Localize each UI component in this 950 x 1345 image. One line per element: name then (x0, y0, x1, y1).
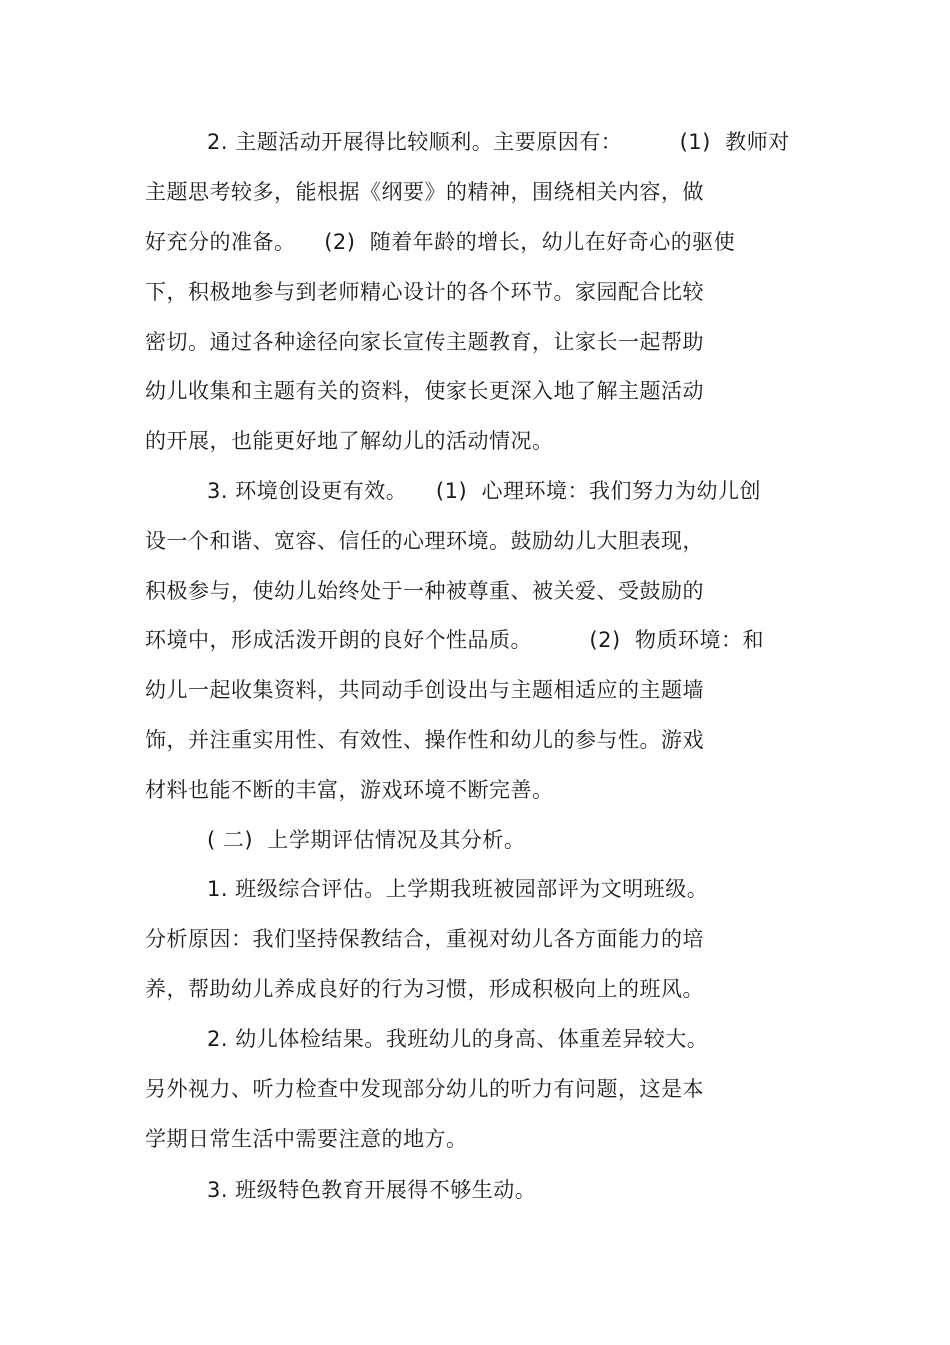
paragraph-line: 好充分的准备。 (2) 随着年龄的增长，幼儿在好奇心的驱使 (145, 230, 736, 254)
paragraph-line: 饰，并注重实用性、有效性、操作性和幼儿的参与性。游戏 (145, 728, 704, 752)
paragraph-line: 积极参与，使幼儿始终处于一种被尊重、被关爱、受鼓励的 (145, 579, 704, 603)
paragraph-line: 分析原因：我们坚持保教结合，重视对幼儿各方面能力的培 (145, 927, 704, 951)
paragraph-line: 的开展，也能更好地了解幼儿的活动情况。 (145, 429, 554, 453)
paragraph-line: 另外视力、听力检查中发现部分幼儿的听力有问题，这是本 (145, 1077, 704, 1101)
paragraph-line: 环境中，形成活泼开朗的良好个性品质。 (2) 物质环境：和 (145, 628, 764, 652)
paragraph-line: 密切。通过各种途径向家长宣传主题教育，让家长一起帮助 (145, 330, 704, 354)
paragraph-line: 幼儿收集和主题有关的资料，使家长更深入地了解主题活动 (145, 379, 704, 403)
paragraph-line: 主题思考较多，能根据《纲要》的精神，围绕相关内容，做 (145, 180, 704, 204)
paragraph-line: 3. 环境创设更有效。 (1) 心理环境：我们努力为幼儿创 (207, 479, 762, 503)
paragraph-line: 材料也能不断的丰富，游戏环境不断完善。 (145, 778, 554, 802)
paragraph-line: 设一个和谐、宽容、信任的心理环境。鼓励幼儿大胆表现， (145, 529, 704, 553)
paragraph-line: 2. 幼儿体检结果。我班幼儿的身高、体重差异较大。 (207, 1027, 709, 1051)
section-heading: ( 二) 上学期评估情况及其分析。 (207, 828, 526, 852)
paragraph-line: 1. 班级综合评估。上学期我班被园部评为文明班级。 (207, 877, 709, 901)
paragraph-line: 学期日常生活中需要注意的地方。 (145, 1127, 468, 1151)
paragraph-line: 下，积极地参与到老师精心设计的各个环节。家园配合比较 (145, 280, 704, 304)
paragraph-line: 养，帮助幼儿养成良好的行为习惯，形成积极向上的班风。 (145, 977, 704, 1001)
paragraph-line: 幼儿一起收集资料，共同动手创设出与主题相适应的主题墙 (145, 678, 704, 702)
paragraph-line: 2. 主题活动开展得比较顺利。主要原因有： (1) 教师对 (207, 130, 790, 154)
paragraph-line: 3. 班级特色教育开展得不够生动。 (207, 1178, 537, 1202)
